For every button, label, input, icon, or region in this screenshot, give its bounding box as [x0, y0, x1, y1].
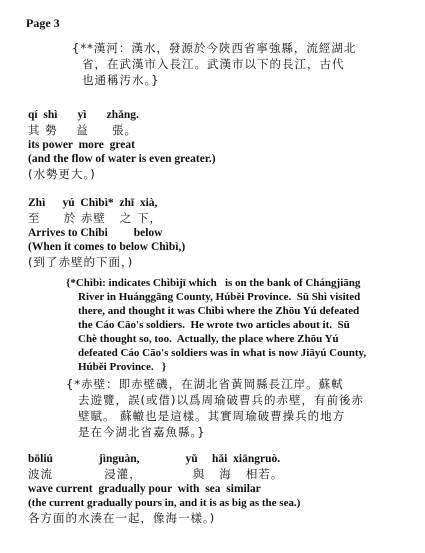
note-line: 是在今湖北省嘉魚縣。} — [78, 425, 206, 439]
note-line: River in Huánggāng County, Húběi Province. Sū Shì visited — [78, 291, 361, 303]
note-line: there, and thought it was Chìbì where the Zhōu Yú defeated — [78, 305, 360, 317]
segment-3 — [28, 452, 300, 526]
hanzi-line: 其 勢 益 張。 — [28, 123, 138, 137]
pinyin-line: bōliú jìnguàn, yǔ hǎi xiāngruò. — [28, 453, 281, 465]
note-line: 也通稱汚水。} — [82, 73, 160, 87]
note-line: {**漢河：漢水，發源於今陝西省寧強縣，流經湖北 — [72, 41, 357, 55]
hanzi-line: 波流 浸灌， 與 海 相若。 — [28, 467, 284, 481]
hanzi-line: 至 於 赤壁 之 下， — [28, 211, 163, 225]
note-line: Chè thought so, too. Actually, the place where Zhōu Yú — [78, 333, 339, 345]
note-line: Húběi Province. } — [78, 361, 167, 373]
translation-line: (When it comes to below Chìbì,) — [28, 241, 186, 253]
note-line: defeated Cáo Cāo's soldiers was in what is now Jiāyú County, — [78, 347, 367, 359]
segment-2 — [28, 196, 185, 270]
chinese-translation-line: (水勢更大。) — [28, 167, 96, 181]
note-line: 壁賦。 蘇轍也是這樣。其實周瑜破曹操兵的地方 — [78, 409, 346, 423]
note-chibi-chinese — [66, 376, 364, 440]
gloss-line: its power more great — [28, 139, 135, 151]
note-line: 去遊覽，誤(或借)以爲周瑜破曹兵的赤壁，有前後赤 — [78, 393, 364, 407]
note-line: the Cáo Cāo's soldiers. He wrote two articles about it. Sū — [78, 319, 350, 331]
note-line: {*Chìbì: indicates Chìbìjī which is on the bank of Chángjiāng — [66, 277, 361, 289]
pinyin-line: qí shì yì zhǎng. — [28, 109, 139, 121]
translation-line: (the current gradually pours in, and it is as big as the sea.) — [28, 497, 301, 509]
chinese-translation-line: 各方面的水湊在一起，像海一樣。) — [28, 511, 216, 525]
segment-1 — [28, 108, 216, 182]
note-line: 省，在武漢市入長江。武漢市以下的長江，古代 — [82, 57, 345, 71]
note-chibi-english — [66, 276, 366, 374]
translation-line: (and the flow of water is even greater.) — [28, 153, 216, 165]
pinyin-line: Zhì yú Chìbì* zhī xià, — [28, 197, 158, 209]
note-hanhe — [72, 40, 356, 88]
gloss-line: Arrives to Chibi below — [28, 227, 163, 239]
page-number: Page 3 — [26, 16, 60, 30]
note-line: {*赤壁：即赤壁磯，在湖北省黃岡縣長江岸。蘇軾 — [66, 377, 344, 391]
gloss-line: wave current gradually pour with sea similar — [28, 483, 261, 495]
chinese-translation-line: (到了赤壁的下面，) — [28, 255, 134, 269]
